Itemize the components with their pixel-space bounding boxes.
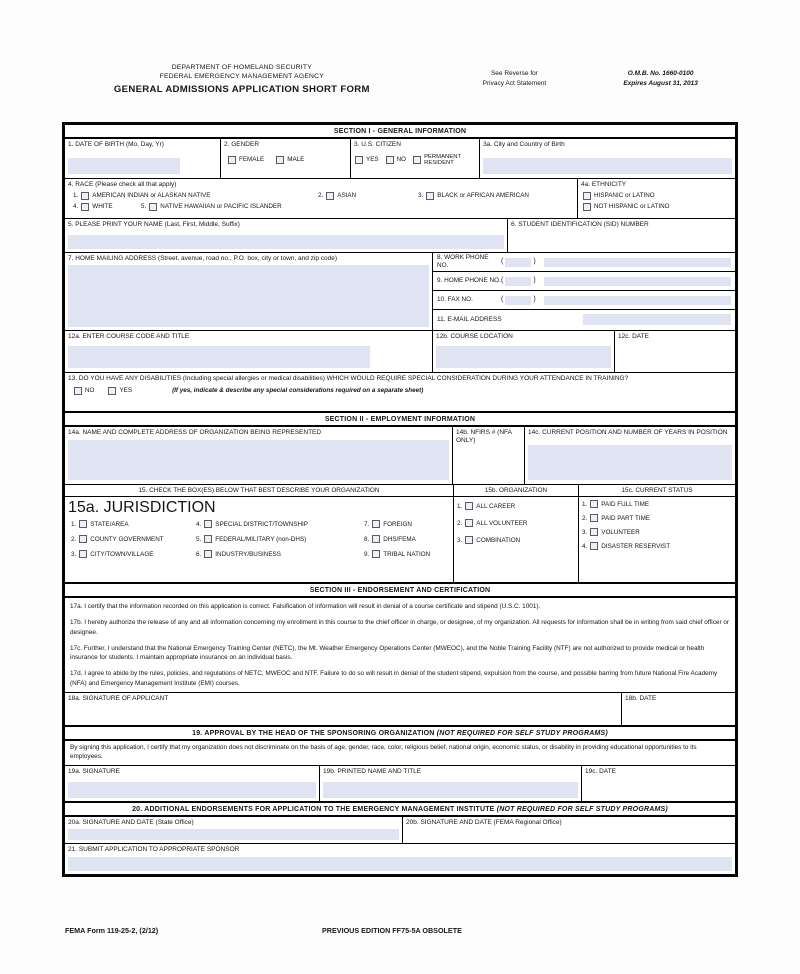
privacy-note-line2: Privacy Act Statement (482, 79, 547, 87)
row-certification (65, 598, 735, 693)
name-input[interactable] (68, 235, 504, 249)
race-option-american-indian: 1. AMERICAN INDIAN or ALASKAN NATIVE (73, 192, 211, 200)
jurisdiction-option-foreign: 7. FOREIGN (364, 520, 412, 528)
checkbox-jurisdiction-special-district[interactable] (204, 520, 212, 528)
organization-option-all-career: 1. ALL CAREER (457, 502, 516, 510)
checkbox-jurisdiction-tribal[interactable] (372, 550, 380, 558)
position-cell (525, 427, 735, 484)
course-location-input[interactable] (436, 346, 611, 368)
sponsor-printed-name-label: 19b. PRINTED NAME AND TITLE (323, 767, 422, 775)
sponsor-date-label: 19c. DATE (585, 767, 616, 775)
sponsor-date-cell (582, 766, 735, 801)
checkbox-jurisdiction-state[interactable] (79, 520, 87, 528)
sponsor-printed-name-input[interactable] (323, 782, 578, 798)
current-status-header: 15c. CURRENT STATUS (579, 485, 735, 497)
checkbox-not-hispanic[interactable] (583, 203, 591, 211)
checkbox-paid-full-time[interactable] (590, 500, 598, 508)
jurisdiction-option-industry: 6. INDUSTRY/BUSINESS (196, 550, 281, 558)
checkbox-disability-no[interactable] (74, 387, 82, 395)
sponsor-signature-label: 19a. SIGNATURE (68, 767, 120, 775)
checkbox-jurisdiction-county[interactable] (79, 535, 87, 543)
endorsements-bar-text: 20. ADDITIONAL ENDORSEMENTS FOR APPLICATION TO THE EMERGENCY MANAGEMENT INSTITUTE (132, 805, 495, 813)
submit-cell (65, 844, 735, 874)
fax-input[interactable] (544, 296, 731, 305)
disabilities-cell (65, 373, 735, 411)
birthplace-input[interactable] (483, 158, 732, 174)
email-input[interactable] (583, 314, 731, 325)
nfirs-cell (453, 427, 525, 484)
obsolete-note: PREVIOUS EDITION FF75-5A OBSOLETE (322, 926, 462, 935)
section3-bar: SECTION III - ENDORSEMENT AND CERTIFICATION (65, 582, 735, 598)
state-office-signature-cell (65, 817, 403, 843)
ethnicity-label: 4a. ETHNICITY (581, 181, 627, 188)
applicant-signature-label: 18a. SIGNATURE OF APPLICANT (68, 694, 169, 702)
jurisdiction-option-county: 2. COUNTY GOVERNMENT (71, 535, 164, 543)
name-field-cell (65, 219, 508, 252)
checkbox-citizen-no[interactable] (386, 156, 394, 164)
form-footer (62, 926, 738, 935)
race-option-native-hawaiian: 5. NATIVE HAWAIIAN or PACIFIC ISLANDER (141, 203, 282, 211)
status-option-paid-part-time: 2. PAID PART TIME (582, 514, 651, 522)
gender-option-female: FEMALE (228, 156, 264, 164)
row-nondiscrimination-statement (65, 741, 735, 766)
endorsements-bar-note: (NOT REQUIRED FOR SELF STUDY PROGRAMS) (496, 805, 668, 813)
checkbox-permanent-resident[interactable] (413, 156, 421, 164)
certification-text-cell (65, 598, 735, 692)
ethnicity-option-not-hispanic: NOT HISPANIC or LATINO (581, 203, 732, 211)
organization-type-body (454, 497, 578, 582)
row-dob-gender-citizen (65, 139, 735, 179)
work-phone-row: 8. WORK PHONE NO. ( ) (433, 253, 735, 272)
address-label: 7. HOME MAILING ADDRESS (Street, avenue, road no., P.O. box, city or town, and zip code) (68, 255, 338, 262)
course-code-cell (65, 331, 433, 372)
certification-paragraph-17b: 17b. I hereby authorize the release of any and all information concerning my enrollment in this course to the chief officer in charge, or designee, of my organization. All requests for information shall be in writing from said chief officer or designee. (70, 619, 730, 636)
jurisdiction-option-federal-military: 5. FEDERAL/MILITARY (non-DHS) (196, 535, 307, 543)
approval-bar-note: (NOT REQUIRED FOR SELF STUDY PROGRAMS) (436, 729, 608, 737)
organization-type-column (454, 485, 579, 582)
applicant-signature-date-label: 18b. DATE (625, 694, 657, 702)
section2-bar: SECTION II - EMPLOYMENT INFORMATION (65, 411, 735, 427)
checkbox-all-career[interactable] (465, 502, 473, 510)
checkbox-jurisdiction-federal-military[interactable] (204, 535, 212, 543)
citizen-option-no: NO (386, 156, 406, 164)
checkbox-hispanic[interactable] (583, 192, 591, 200)
jurisdiction-option-state: 1. STATE/AREA (71, 520, 129, 528)
endorsements-bar (65, 801, 735, 817)
checkbox-race-native-hawaiian[interactable] (149, 203, 157, 211)
approval-bar-text: 19. APPROVAL BY THE HEAD OF THE SPONSORING ORGANIZATION (192, 729, 435, 737)
disability-option-no: NO (74, 387, 94, 395)
sponsor-signature-cell (65, 766, 320, 801)
checkbox-race-white[interactable] (81, 203, 89, 211)
row-organization (65, 427, 735, 485)
name-label: 5. PLEASE PRINT YOUR NAME (Last, First, Middle, Suffix) (68, 221, 240, 228)
work-phone-label: 8. WORK PHONE NO. (437, 254, 489, 269)
jurisdiction-option-city: 3. CITY/TOWN/VILLAGE (71, 550, 154, 558)
checkbox-volunteer[interactable] (590, 528, 598, 536)
race-option-white: 4. WHITE (73, 203, 113, 211)
race-option-asian: 2. ASIAN (318, 192, 357, 200)
row-submit (65, 844, 735, 874)
row-organization-type (65, 485, 735, 582)
checkbox-race-american-indian[interactable] (81, 192, 89, 200)
phones-column (433, 253, 735, 330)
jurisdiction-label: 15a. JURISDICTION (68, 499, 216, 517)
citizen-field-cell (351, 139, 480, 178)
current-status-column (579, 485, 735, 582)
current-status-body (579, 497, 735, 582)
checkbox-race-black[interactable] (426, 192, 434, 200)
ethnicity-field-cell (578, 179, 735, 218)
fema-regional-signature-cell (403, 817, 735, 843)
status-option-disaster-reservist: 4. DISASTER RESERVIST (582, 542, 671, 550)
row-sponsor-signature (65, 766, 735, 801)
dob-input[interactable] (68, 158, 180, 174)
home-phone-label: 9. HOME PHONE NO. (437, 277, 501, 285)
certification-paragraph-17d: 17d. I agree to abide by the rules, policies, and regulations of NETC, MWEOC and NTF. Failure to do so will result in denial of the student stipend, expulsion from the course, and possible barring from future National Fire Academy (NFA) and Emergency Management Institute (EMI) courses. (70, 670, 718, 687)
privacy-note (454, 64, 576, 95)
section1-bar: SECTION I - GENERAL INFORMATION (65, 125, 735, 139)
row-course (65, 331, 735, 373)
gender-option-male: MALE (276, 156, 304, 164)
work-phone-input[interactable] (544, 258, 731, 267)
form-table (62, 122, 738, 877)
organization-option-all-volunteer: 2. ALL VOLUNTEER (457, 519, 528, 527)
checkbox-combination[interactable] (465, 536, 473, 544)
gender-field-cell (221, 139, 351, 178)
disabilities-label: 13. DO YOU HAVE ANY DISABILITIES (Including special allergies or medical disabilities) WHICH WOULD REQUIRE SPECIAL CONSIDERATION DURING YOUR ATTENDANCE IN TRAINING? (68, 375, 629, 382)
agency-block (88, 64, 396, 95)
sponsor-signature-input[interactable] (68, 782, 316, 798)
checkbox-jurisdiction-city[interactable] (79, 550, 87, 558)
address-input[interactable] (68, 265, 429, 327)
organization-address-input[interactable] (68, 440, 449, 480)
course-date-label: 12c. DATE (618, 333, 649, 340)
form-number: FEMA Form 119-25-2, (2/12) (65, 926, 159, 935)
checkbox-jurisdiction-industry[interactable] (204, 550, 212, 558)
citizen-option-yes: YES (355, 156, 379, 164)
status-option-paid-full-time: 1. PAID FULL TIME (582, 500, 650, 508)
checkbox-jurisdiction-foreign[interactable] (372, 520, 380, 528)
fax-row: 10. FAX NO. ( ) (433, 291, 735, 310)
position-input[interactable] (528, 445, 732, 480)
course-code-label: 12a. ENTER COURSE CODE AND TITLE (68, 333, 190, 340)
agency-name: FEDERAL EMERGENCY MANAGEMENT AGENCY (159, 72, 325, 80)
birthplace-label: 3a. City and Country of Birth (483, 141, 565, 148)
row-disabilities (65, 373, 735, 411)
checkbox-female[interactable] (228, 156, 236, 164)
form-header (62, 64, 738, 95)
sid-field-cell (508, 219, 735, 252)
certification-paragraph-17a: 17a. I certify that the information recorded on this application is correct. Falsification of information will result in denial of a course certificate and stipend (U.S.C. 1001). (70, 603, 541, 610)
jurisdiction-option-tribal: 9. TRIBAL NATION (364, 550, 431, 558)
email-row (433, 310, 735, 330)
dob-field-cell (65, 139, 221, 178)
home-phone-row: 9. HOME PHONE NO. ( ) (433, 272, 735, 291)
status-option-volunteer: 3. VOLUNTEER (582, 528, 640, 536)
jurisdiction-option-dhs-fema: 8. DHS/FEMA (364, 535, 416, 543)
state-office-signature-input[interactable] (68, 829, 399, 840)
omb-block (583, 64, 738, 95)
home-phone-input[interactable] (544, 277, 731, 286)
row-applicant-signature (65, 693, 735, 725)
race-field-cell (65, 179, 578, 218)
fema-regional-signature-label: 20b. SIGNATURE AND DATE (FEMA Regional Office) (406, 818, 562, 826)
privacy-note-line1: See Reverse for (490, 70, 538, 77)
department-name: DEPARTMENT OF HOMELAND SECURITY (171, 64, 312, 71)
home-phone-area-input[interactable] (505, 277, 531, 286)
checkbox-all-volunteer[interactable] (465, 519, 473, 527)
dob-label: 1. DATE OF BIRTH (Mo, Day, Yr) (68, 141, 164, 148)
check-boxes-header: 15. CHECK THE BOX(ES) BELOW THAT BEST DESCRIBE YOUR ORGANIZATION (65, 485, 453, 497)
nfirs-label: 14b. NFIRS # (NFA ONLY) (456, 429, 512, 444)
course-location-cell (433, 331, 615, 372)
checkbox-race-asian[interactable] (326, 192, 334, 200)
checkbox-paid-part-time[interactable] (590, 514, 598, 522)
fax-area-input[interactable] (505, 296, 531, 305)
address-field-cell (65, 253, 433, 330)
organization-address-label: 14a. NAME AND COMPLETE ADDRESS OF ORGANIZATION BEING REPRESENTED (68, 429, 322, 436)
checkbox-male[interactable] (276, 156, 284, 164)
row-address-phones (65, 253, 735, 331)
applicant-signature-date-cell (622, 693, 735, 725)
race-label: 4. RACE (Please check all that apply) (68, 181, 177, 188)
state-office-signature-label: 20a. SIGNATURE AND DATE (State Office) (68, 818, 194, 826)
certification-paragraph-17c: 17c. Further, I understand that the National Emergency Training Center (NETC), the Mt. Weather Emergency Operations Center (MWEOC), and the Noble Training Facility (NTF) are not authorized to provide medical or health insurance for students. I maintain appropriate insurance on an individual basis. (70, 644, 705, 662)
applicant-signature-cell (65, 693, 622, 725)
citizen-option-permanent-resident: PERMANENT RESIDENT (413, 154, 476, 166)
approval-bar (65, 725, 735, 741)
organization-option-combination: 3. COMBINATION (457, 536, 521, 544)
work-phone-area-input[interactable] (505, 258, 531, 267)
checkbox-disaster-reservist[interactable] (590, 542, 598, 550)
jurisdiction-body (65, 497, 453, 582)
course-code-input[interactable] (68, 346, 370, 368)
jurisdiction-option-special-district: 4. SPECIAL DISTRICT/TOWNSHIP (196, 520, 308, 528)
birthplace-field-cell (480, 139, 735, 178)
fax-label: 10. FAX NO. (437, 296, 473, 304)
organization-address-cell (65, 427, 453, 484)
disability-note: (If yes, indicate & describe any special considerations required on a separate sheet) (172, 387, 424, 395)
omb-number: O.M.B. No. 1660-0100 (627, 70, 694, 77)
row-endorsement-signatures (65, 817, 735, 844)
nondiscrimination-text: By signing this application, I certify that my organization does not discriminate on the basis of age, gender, race, color, religious belief, national origin, economic status, or disability in providing educational opportunities to its employees. (70, 743, 697, 760)
course-date-cell (615, 331, 735, 372)
checkbox-citizen-yes[interactable] (355, 156, 363, 164)
jurisdiction-column (65, 485, 454, 582)
citizen-label: 3. U.S. CITIZEN (354, 141, 401, 148)
gender-label: 2. GENDER (224, 141, 260, 148)
disability-option-yes: YES (108, 387, 132, 395)
row-race-ethnicity (65, 179, 735, 219)
checkbox-disability-yes[interactable] (108, 387, 116, 395)
sid-label: 6. STUDENT IDENTIFICATION (SID) NUMBER (511, 221, 649, 228)
course-location-label: 12b. COURSE LOCATION (436, 333, 513, 340)
form-title: GENERAL ADMISSIONS APPLICATION SHORT FORM (113, 83, 370, 95)
submit-label: 21. SUBMIT APPLICATION TO APPROPRIATE SPONSOR (68, 845, 240, 853)
organization-type-header: 15b. ORGANIZATION (454, 485, 578, 497)
omb-expires: Expires August 31, 2013 (623, 79, 698, 87)
email-label: 11. E-MAIL ADDRESS (437, 316, 502, 324)
race-option-black: 3. BLACK or AFRICAN AMERICAN (418, 192, 529, 200)
row-name-sid (65, 219, 735, 253)
ethnicity-option-hispanic: HISPANIC or LATINO (581, 192, 732, 200)
position-label: 14c. CURRENT POSITION AND NUMBER OF YEARS IN POSITION (528, 429, 728, 436)
submit-input[interactable] (68, 857, 732, 871)
checkbox-jurisdiction-dhs-fema[interactable] (372, 535, 380, 543)
sponsor-printed-name-cell (320, 766, 582, 801)
